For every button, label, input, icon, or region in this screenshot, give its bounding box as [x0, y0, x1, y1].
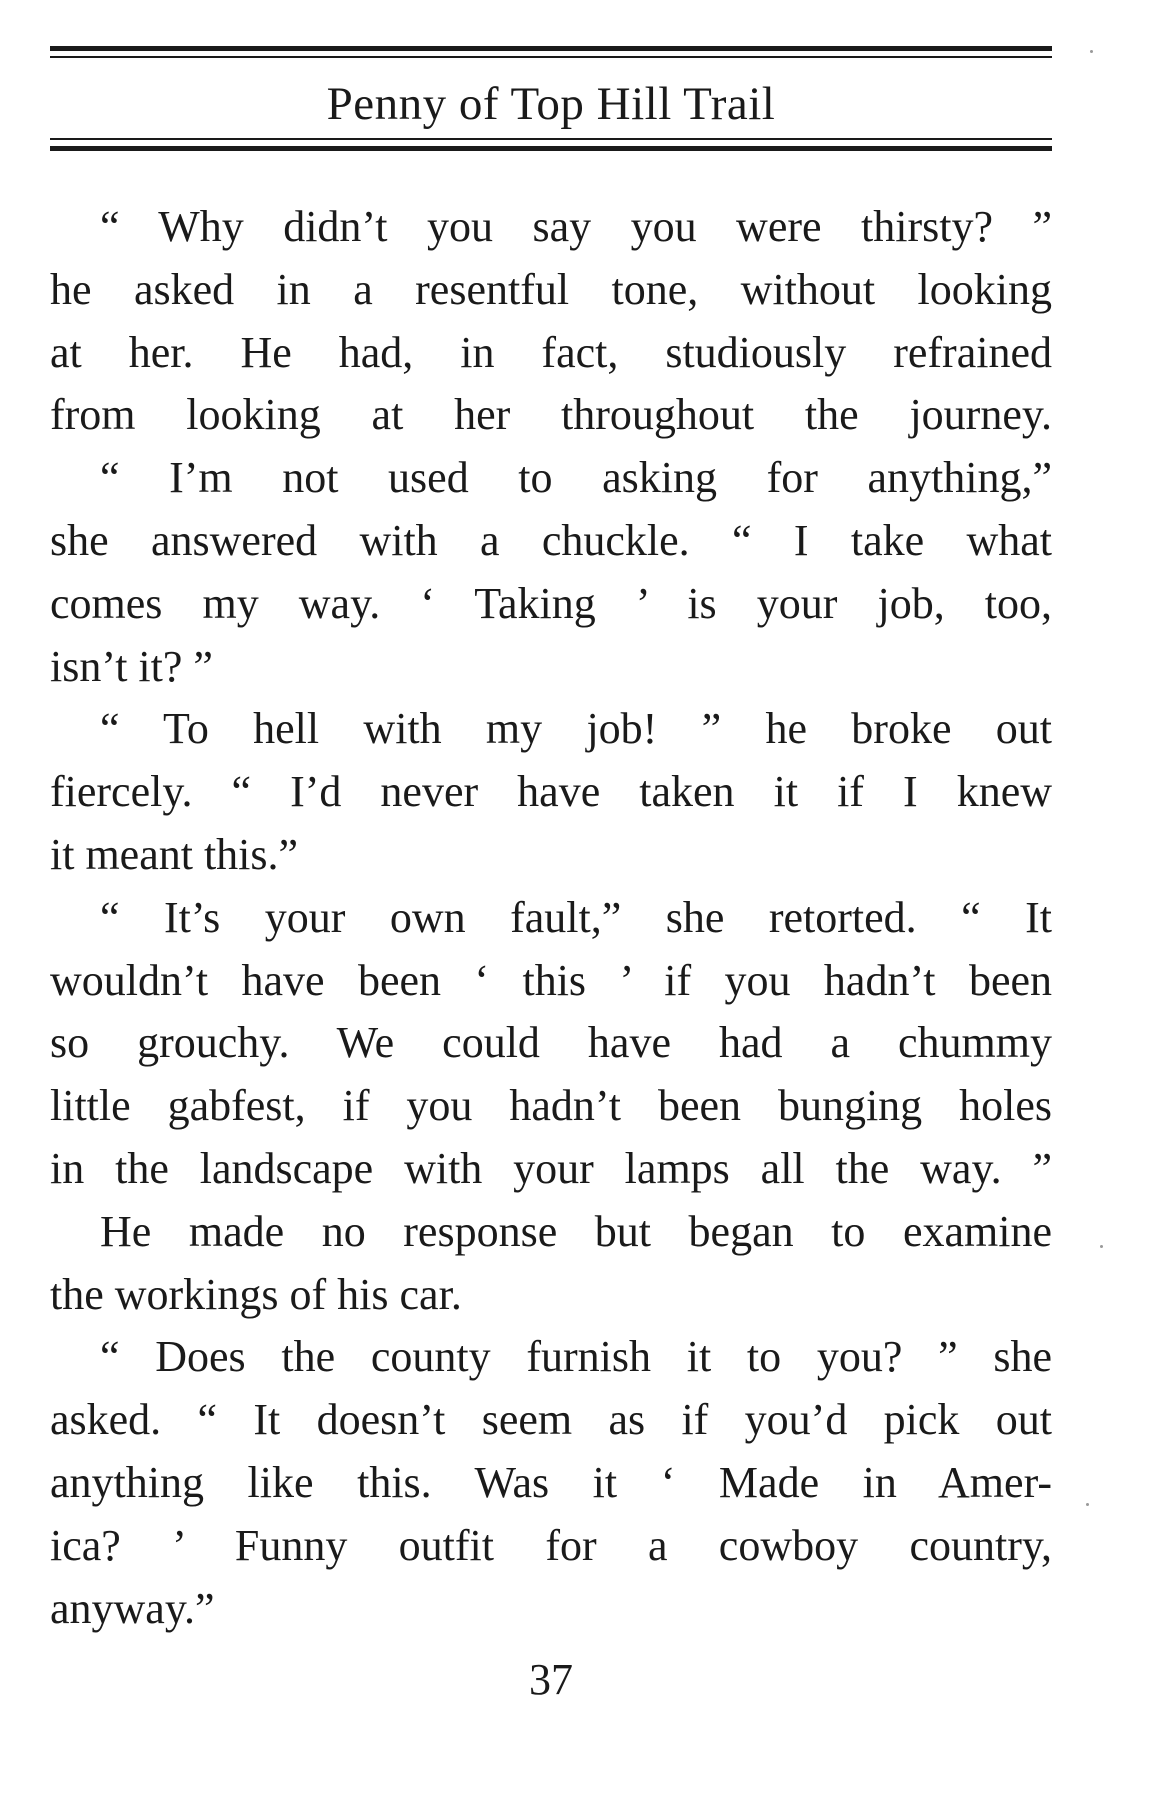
- paragraph: [50, 1326, 1052, 1640]
- paper-speck: [1090, 50, 1093, 53]
- running-head: Penny of Top Hill Trail: [326, 78, 776, 130]
- paragraph: [50, 447, 1052, 698]
- paragraph: [50, 887, 1052, 1201]
- text-line: “ I’m not used to asking for anything,”: [100, 453, 1052, 503]
- text-line: “ Does the county furnish it to you? ” she: [100, 1332, 1052, 1382]
- text-line: “ It’s your own fault,” she retorted. “ It: [100, 892, 1052, 942]
- text-line: she answered with a chuckle. “ I take what: [50, 515, 1052, 565]
- text-line: ica? ’ Funny outfit for a cowboy country,: [50, 1520, 1052, 1570]
- text-line: in the landscape with your lamps all the way. ”: [50, 1143, 1052, 1193]
- paragraph: [50, 196, 1052, 447]
- text-line: from looking at her throughout the journey.: [50, 390, 1052, 440]
- header-rule-top-thick: [50, 46, 1052, 51]
- text-line: wouldn’t have been ‘ this ’ if you hadn’t been: [50, 955, 1052, 1005]
- text-line: “ Why didn’t you say you were thirsty? ”: [100, 202, 1052, 251]
- text-line: isn’t it? ”: [50, 641, 213, 691]
- text-line: so grouchy. We could have had a chummy: [50, 1018, 1052, 1068]
- text-line: He made no response but began to examine: [100, 1206, 1052, 1256]
- header-rule-top-thin: [50, 56, 1052, 58]
- text-line: “ To hell with my job! ” he broke out: [100, 704, 1052, 754]
- text-line: asked. “ It doesn’t seem as if you’d pick out: [50, 1395, 1052, 1445]
- text-line: it meant this.”: [50, 829, 299, 879]
- paper-speck: [1086, 1503, 1089, 1506]
- text-line: the workings of his car.: [50, 1269, 462, 1319]
- text-line: comes my way. ‘ Taking ’ is your job, too,: [50, 578, 1052, 628]
- text-line: little gabfest, if you hadn’t been bunging holes: [50, 1081, 1052, 1131]
- header-rule-bottom-thick: [50, 146, 1052, 151]
- text-line: fiercely. “ I’d never have taken it if I knew: [50, 767, 1052, 817]
- page-number: 37: [529, 1655, 573, 1704]
- paper-speck: [1100, 1245, 1103, 1248]
- paragraph: [50, 1201, 1052, 1327]
- text-line: he asked in a resentful tone, without looking: [50, 264, 1052, 314]
- body-text: [50, 196, 1052, 1640]
- paragraph: [50, 698, 1052, 886]
- header-rule-bottom-thin: [50, 138, 1052, 140]
- text-line: at her. He had, in fact, studiously refrained: [50, 327, 1052, 377]
- text-line: anything like this. Was it ‘ Made in Amer-: [50, 1457, 1052, 1507]
- text-line: anyway.”: [50, 1583, 215, 1633]
